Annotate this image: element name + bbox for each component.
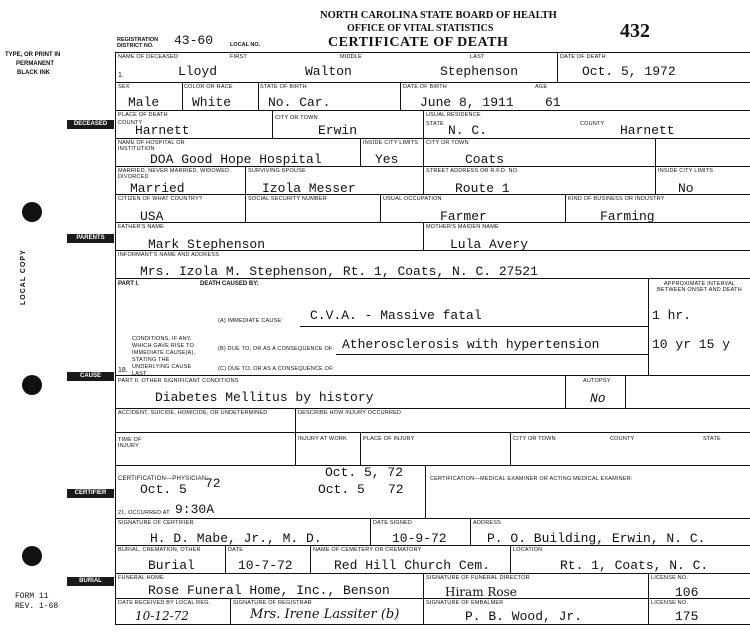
label-emb-license: LICENSE NO.: [651, 600, 689, 606]
mother: Lula Avery: [450, 237, 529, 252]
street: Route 1: [455, 181, 510, 196]
label-address: ADDRESS: [473, 520, 501, 526]
label-conditions: CONDITIONS, IF ANY, WHICH GAVE RISE TO IMMEDIATE CAUSE(A), STATING THE UNDERLYING CAUSE LAST: [132, 336, 196, 377]
rule: [115, 432, 750, 433]
date-of-death: Oct. 5, 1972: [582, 64, 676, 79]
tab-parents: PARENTS: [67, 234, 114, 243]
fd-license: 106: [675, 585, 699, 600]
rule: [423, 573, 424, 624]
rule: [115, 52, 116, 624]
label-date-signed: DATE SIGNED: [373, 520, 413, 526]
funeral-home: Rose Funeral Home, Inc., Benson: [148, 583, 390, 598]
attended-from-yr: 72: [205, 476, 221, 491]
certificate-title: CERTIFICATE OF DEATH: [328, 35, 509, 50]
label-place-injury: PLACE OF INJURY: [363, 436, 415, 442]
rule: [423, 222, 424, 250]
rule: [300, 326, 648, 327]
label-funeral-home: FUNERAL HOME: [118, 575, 164, 581]
label-sig-embalmer: SIGNATURE OF EMBALMER: [426, 600, 504, 606]
label-cert-me: CERTIFICATION—MEDICAL EXAMINER OR ACTING MEDICAL EXAMINER:: [430, 476, 633, 482]
res-city: Coats: [465, 152, 505, 167]
label-part1: PART I.: [118, 281, 139, 287]
label-date-birth: DATE OF BIRTH: [403, 84, 447, 90]
hospital: DOA Good Hope Hospital: [150, 152, 322, 167]
marital-status: Married: [130, 181, 185, 196]
rule: [370, 518, 371, 545]
rule: [258, 82, 259, 110]
tab-certifier: CERTIFIER: [67, 489, 114, 498]
label-inj-city: CITY OR TOWN: [513, 436, 556, 442]
label-color-race: COLOR OR RACE: [184, 84, 233, 90]
label-time-injury: TIME OF INJURY: [118, 437, 142, 449]
rule: [655, 138, 656, 194]
label-part2: PART II. OTHER SIGNIFICANT CONDITIONS: [118, 378, 239, 384]
label-city-town: CITY OR TOWN: [275, 115, 318, 121]
rule: [115, 573, 750, 574]
label-immediate: (A) IMMEDIATE CAUSE:: [218, 318, 284, 324]
label-autopsy: AUTOPSY: [583, 378, 611, 384]
rule: [510, 432, 511, 465]
punch-hole: [22, 375, 42, 395]
label-location: LOCATION: [513, 547, 543, 553]
label-interval: APPROXIMATE INTERVAL BETWEEN ONSET AND DEATH: [657, 281, 742, 293]
rule: [230, 598, 231, 624]
side-black-ink: BLACK INK: [17, 70, 50, 76]
rule: [225, 545, 226, 573]
label-burial-date: DATE: [228, 547, 244, 553]
field-num-18: 18.: [118, 367, 128, 374]
label-last: LAST: [470, 54, 485, 60]
occurred-time: 9:30A: [175, 502, 215, 517]
date-received: 10-12-72: [135, 609, 189, 623]
label-ssn: SOCIAL SECURITY NUMBER: [248, 196, 327, 202]
side-local-copy: LOCAL COPY: [20, 249, 27, 305]
label-occupation: USUAL OCCUPATION: [383, 196, 442, 202]
label-sex: SEX: [118, 84, 130, 90]
label-county: COUNTY: [118, 120, 143, 126]
middle-name: Walton: [305, 64, 352, 79]
rule: [272, 110, 273, 138]
label-due-b: (B) DUE TO, OR AS A CONSEQUENCE OF:: [218, 346, 335, 352]
label-informant: INFORMANT'S NAME AND ADDRESS: [118, 252, 220, 258]
rule: [400, 82, 401, 110]
informant: Mrs. Izola M. Stephenson, Rt. 1, Coats, N. C. 27521: [140, 264, 538, 279]
label-burial-crem: BURIAL, CREMATION, OTHER: [118, 547, 201, 553]
office-title: OFFICE OF VITAL STATISTICS: [347, 23, 494, 34]
side-type-print: TYPE, OR PRINT IN: [5, 52, 61, 58]
label-mother: MOTHER'S MAIDEN NAME: [426, 224, 499, 230]
label-cert-phys: CERTIFICATION—PHYSICIAN:: [118, 476, 209, 482]
label-cemetery: NAME OF CEMETERY OR CREMATORY: [313, 547, 422, 553]
label-citizen: CITIZEN OF WHAT COUNTRY?: [118, 196, 203, 202]
embalmer: P. B. Wood, Jr.: [465, 609, 583, 624]
cause-a: C.V.A. - Massive fatal: [310, 308, 482, 323]
label-usual-residence: USUAL RESIDENCE: [426, 112, 481, 118]
other-conditions: Diabetes Mellitus by history: [155, 390, 374, 405]
label-inside-city-res: INSIDE CITY LIMITS: [658, 168, 714, 174]
rule: [310, 545, 311, 573]
rule: [360, 432, 361, 465]
inside-city-death: Yes: [375, 152, 399, 167]
certificate-number: 432: [620, 20, 650, 42]
label-injury-work: INJURY AT WORK: [298, 436, 347, 442]
registration-label: REGISTRATION DISTRICT NO.: [117, 37, 159, 49]
rule: [648, 573, 649, 624]
date-signed: 10-9-72: [392, 531, 447, 546]
res-county: Harnett: [620, 123, 675, 138]
label-accident: ACCIDENT, SUICIDE, HOMICIDE, OR UNDETERMINED: [118, 410, 268, 416]
rule: [423, 110, 424, 194]
rule: [115, 82, 750, 83]
rule: [182, 82, 183, 110]
funeral-director: Hiram Rose: [445, 585, 517, 599]
label-sig-funeral: SIGNATURE OF FUNERAL DIRECTOR: [426, 575, 530, 581]
label-father: FATHER'S NAME: [118, 224, 165, 230]
label-date-received: DATE RECEIVED BY LOCAL REG.: [118, 600, 211, 606]
label-middle: MIDDLE: [340, 54, 362, 60]
board-title: NORTH CAROLINA STATE BOARD OF HEALTH: [320, 10, 557, 21]
label-occurred-at: 21. OCCURRED AT: [118, 510, 170, 516]
rule: [625, 375, 626, 408]
cemetery: Red Hill Church Cem.: [334, 558, 491, 573]
sex: Male: [128, 95, 160, 110]
rule: [425, 465, 426, 518]
label-describe: DESCRIBE HOW INJURY OCCURRED: [298, 410, 402, 416]
label-age: AGE: [535, 84, 548, 90]
label-hospital: NAME OF HOSPITAL OR INSTITUTION: [118, 140, 185, 152]
rule: [360, 138, 361, 166]
rule: [115, 624, 750, 625]
attended-to: Oct. 5: [318, 482, 365, 497]
registration-district: 43-60: [174, 33, 214, 48]
certifier: H. D. Mabe, Jr., M. D.: [150, 531, 322, 546]
label-first: FIRST: [230, 54, 247, 60]
father: Mark Stephenson: [148, 237, 266, 252]
rule: [648, 278, 649, 375]
side-permanent: PERMANENT: [16, 61, 55, 67]
rule: [470, 518, 471, 545]
citizen: USA: [140, 209, 164, 224]
rule: [115, 194, 750, 195]
rule: [565, 194, 566, 222]
age: 61: [545, 95, 561, 110]
label-death-caused-by: DEATH CAUSED BY:: [200, 281, 259, 287]
rule: [245, 166, 246, 222]
rule: [295, 408, 296, 465]
rule: [115, 52, 750, 53]
label-name-of-deceased: NAME OF DECEASED: [118, 54, 179, 60]
cert-address: P. O. Building, Erwin, N. C.: [487, 531, 706, 546]
label-business: KIND OF BUSINESS OR INDUSTRY: [568, 196, 665, 202]
side-form: FORM 11: [15, 592, 49, 601]
punch-hole: [22, 202, 42, 222]
label-state: STATE: [426, 121, 444, 127]
label-inj-state: STATE: [703, 436, 721, 442]
rule: [565, 375, 566, 408]
label-fd-license: LICENSE NO.: [651, 575, 689, 581]
tab-cause: CAUSE: [67, 372, 114, 381]
local-no-label: LOCAL NO.: [230, 42, 261, 48]
label-place-of-death: PLACE OF DEATH: [118, 112, 168, 118]
punch-hole: [22, 546, 42, 566]
interval-b: 10 yr 15 y: [652, 337, 731, 352]
registrar-signature: Mrs. Irene Lassiter (b): [250, 607, 400, 622]
tab-burial: BURIAL: [67, 577, 114, 586]
birth-state: No. Car.: [268, 95, 331, 110]
label-inside-city: INSIDE CITY LIMITS: [363, 140, 419, 146]
side-rev: REV. 1-68: [15, 602, 59, 611]
rule: [380, 194, 381, 222]
business: Farming: [600, 209, 655, 224]
disposition: Burial: [148, 558, 195, 573]
tab-deceased: DECEASED: [67, 120, 114, 129]
label-inj-county: COUNTY: [610, 436, 635, 442]
rule: [115, 222, 750, 223]
label-sig-registrar: SIGNATURE OF REGISTRAR: [233, 600, 312, 606]
label-city-town-res: CITY OR TOWN: [426, 140, 469, 146]
rule: [115, 598, 750, 599]
inside-city-res: No: [678, 181, 694, 196]
last-name: Stephenson: [440, 64, 519, 79]
cem-location: Rt. 1, Coats, N. C.: [560, 558, 709, 573]
rule: [115, 408, 750, 409]
occupation: Farmer: [440, 209, 487, 224]
attended-to-yr: 72: [388, 482, 404, 497]
res-state: N. C.: [448, 123, 488, 138]
rule: [115, 465, 750, 466]
label-res-county: COUNTY: [580, 121, 605, 127]
attended-from: Oct. 5: [140, 482, 187, 497]
rule: [115, 375, 750, 376]
disposition-date: 10-7-72: [238, 558, 293, 573]
race: White: [192, 95, 232, 110]
death-county: Harnett: [135, 123, 190, 138]
label-sig-certifier: SIGNATURE OF CERTIFIER: [118, 520, 194, 526]
rule: [510, 545, 511, 573]
rule: [557, 52, 558, 82]
autopsy: No: [590, 391, 606, 406]
cause-b: Atherosclerosis with hypertension: [342, 337, 600, 352]
last-seen: Oct. 5, 72: [325, 465, 404, 480]
first-name: Lloyd: [178, 64, 218, 79]
rule: [115, 518, 750, 519]
rule: [115, 110, 750, 111]
rule: [336, 354, 648, 355]
label-due-c: (C) DUE TO, OR AS A CONSEQUENCE OF:: [218, 366, 335, 372]
label-spouse: SURVIVING SPOUSE: [248, 168, 306, 174]
label-married: MARRIED, NEVER MARRIED, WIDOWED, DIVORCED: [118, 168, 232, 180]
emb-license: 175: [675, 609, 699, 624]
label-state-birth: STATE OF BIRTH: [260, 84, 307, 90]
label-street: STREET ADDRESS OR R.F.D. NO.: [426, 168, 519, 174]
interval-a: 1 hr.: [652, 308, 692, 323]
field-num-1: 1.: [118, 72, 124, 79]
death-city: Erwin: [318, 123, 358, 138]
birth-date: June 8, 1911: [420, 95, 514, 110]
label-date-of-death: DATE OF DEATH: [560, 54, 606, 60]
spouse: Izola Messer: [262, 181, 356, 196]
